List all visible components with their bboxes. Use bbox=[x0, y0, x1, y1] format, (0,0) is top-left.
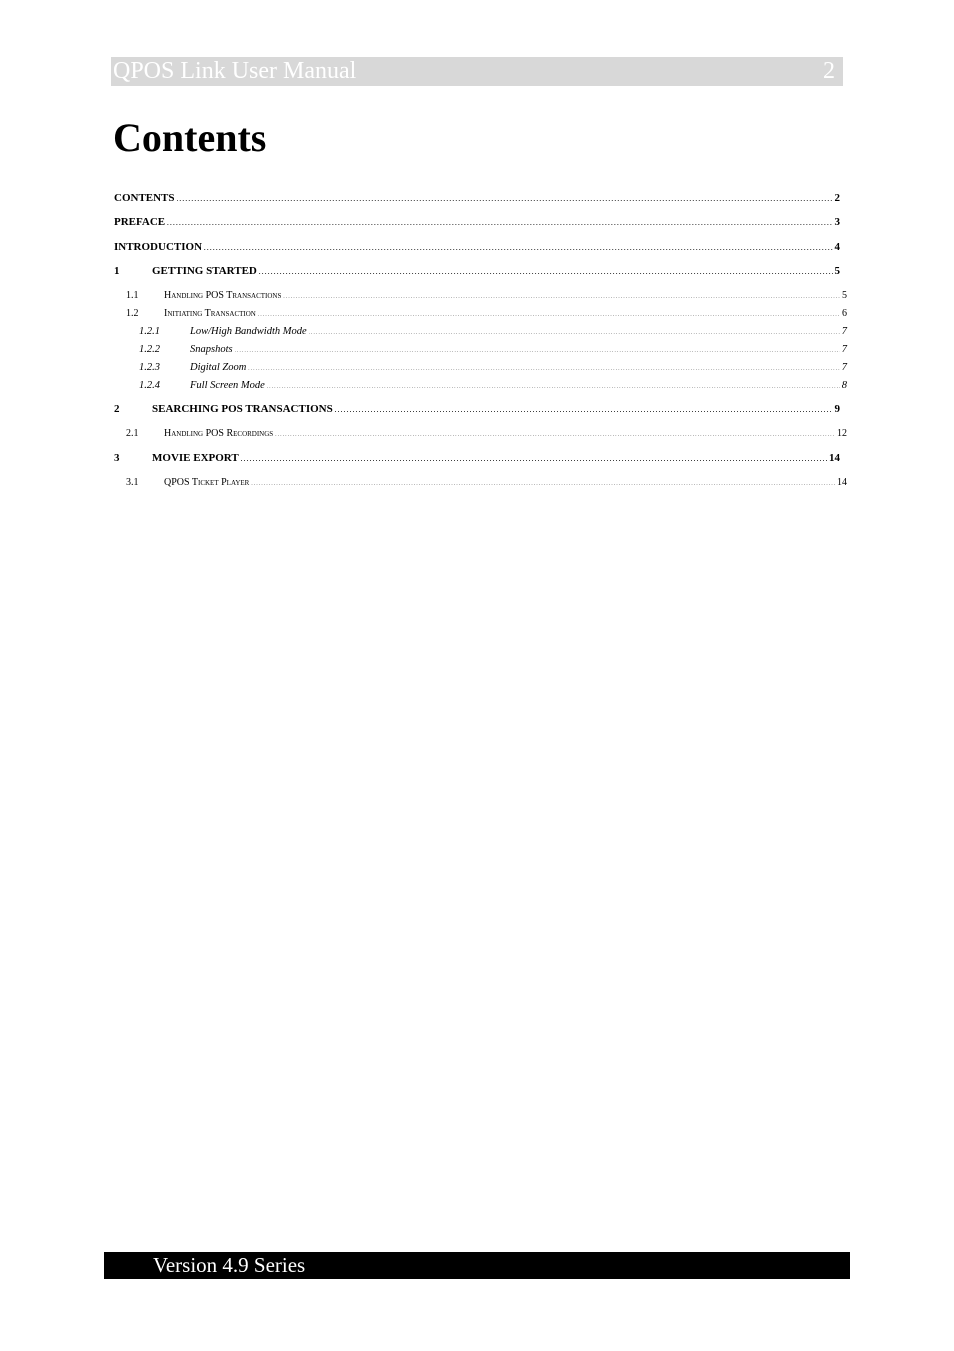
toc-entry-title: MOVIE EXPORT bbox=[152, 452, 239, 464]
toc-dot-leader bbox=[248, 363, 839, 376]
toc-entry-number: 1 bbox=[114, 265, 120, 277]
page-title: Contents bbox=[113, 115, 267, 160]
toc-dot-leader bbox=[235, 345, 840, 358]
toc-entry[interactable] bbox=[139, 343, 847, 358]
toc-dot-leader bbox=[177, 193, 833, 207]
toc-entry-page: 4 bbox=[834, 241, 840, 253]
toc-entry-page: 5 bbox=[842, 290, 847, 301]
toc-entry-title: QPOS Ticket Player bbox=[164, 477, 250, 488]
toc-entry-title: Handling POS Transactions bbox=[164, 290, 282, 301]
toc-entry-number: 3.1 bbox=[126, 477, 139, 488]
toc-entry-title: Full Screen Mode bbox=[190, 380, 265, 391]
toc-entry-page: 6 bbox=[842, 308, 847, 319]
toc-entry-title: Low/High Bandwidth Mode bbox=[190, 326, 307, 337]
toc-entry-page: 8 bbox=[841, 380, 847, 391]
toc-dot-leader bbox=[283, 291, 840, 304]
toc-entry[interactable] bbox=[126, 427, 847, 442]
version-label: Version 4.9 Series bbox=[153, 1253, 306, 1277]
toc-entry-number: 1.2.1 bbox=[139, 326, 160, 337]
toc-dot-leader bbox=[204, 242, 832, 256]
document-title: QPOS Link User Manual bbox=[113, 58, 357, 84]
toc-dot-leader bbox=[167, 217, 832, 231]
toc-dot-leader bbox=[241, 453, 827, 467]
toc-entry[interactable] bbox=[126, 307, 847, 322]
toc-entry-page: 7 bbox=[841, 326, 847, 337]
toc-entry-title: Initiating Transaction bbox=[164, 308, 256, 319]
toc-entry-title: GETTING STARTED bbox=[152, 265, 257, 277]
toc-entry-title: CONTENTS bbox=[114, 192, 175, 204]
toc-entry[interactable] bbox=[139, 325, 847, 340]
toc-entry-page: 12 bbox=[837, 428, 847, 439]
toc-entry[interactable] bbox=[114, 402, 840, 418]
toc-entry[interactable] bbox=[126, 289, 847, 304]
toc-entry-title: Handling POS Recordings bbox=[164, 428, 274, 439]
toc-entry[interactable] bbox=[139, 361, 847, 376]
toc-dot-leader bbox=[258, 309, 840, 322]
toc-entry[interactable] bbox=[114, 215, 840, 231]
toc-dot-leader bbox=[251, 478, 835, 491]
toc-dot-leader bbox=[275, 429, 835, 442]
toc-entry-number: 1.2.3 bbox=[139, 362, 160, 373]
toc-entry-title: PREFACE bbox=[114, 216, 166, 228]
table-of-contents bbox=[0, 0, 954, 520]
toc-entry-page: 2 bbox=[834, 192, 840, 204]
toc-entry[interactable] bbox=[126, 476, 847, 491]
toc-entry-title: Digital Zoom bbox=[190, 362, 247, 373]
toc-entry[interactable] bbox=[114, 451, 840, 467]
toc-entry-number: 1.2.2 bbox=[139, 344, 160, 355]
page-footer bbox=[104, 1252, 850, 1279]
toc-entry-number: 1.1 bbox=[126, 290, 139, 301]
toc-dot-leader bbox=[267, 381, 840, 394]
toc-entry-page: 9 bbox=[834, 403, 840, 415]
toc-entry-page: 3 bbox=[834, 216, 840, 228]
toc-entry-number: 2 bbox=[114, 403, 120, 415]
toc-dot-leader bbox=[309, 327, 840, 340]
toc-entry-page: 7 bbox=[841, 362, 847, 373]
toc-entry[interactable] bbox=[139, 379, 847, 394]
toc-entry-title: Snapshots bbox=[190, 344, 233, 355]
toc-entry-page: 14 bbox=[829, 452, 840, 464]
toc-entry-number: 1.2 bbox=[126, 308, 139, 319]
toc-entry[interactable] bbox=[114, 191, 840, 207]
toc-entry-page: 5 bbox=[834, 265, 840, 277]
toc-entry[interactable] bbox=[114, 264, 840, 280]
toc-dot-leader bbox=[259, 266, 833, 280]
toc-entry-number: 2.1 bbox=[126, 428, 139, 439]
page-number: 2 bbox=[823, 58, 835, 84]
toc-entry-page: 14 bbox=[837, 477, 847, 488]
toc-entry-number: 3 bbox=[114, 452, 120, 464]
toc-entry-title: SEARCHING POS TRANSACTIONS bbox=[152, 403, 333, 415]
toc-entry-page: 7 bbox=[841, 344, 847, 355]
toc-entry[interactable] bbox=[114, 240, 840, 256]
toc-entry-title: INTRODUCTION bbox=[114, 241, 203, 253]
toc-entry-number: 1.2.4 bbox=[139, 380, 160, 391]
toc-dot-leader bbox=[335, 404, 833, 418]
